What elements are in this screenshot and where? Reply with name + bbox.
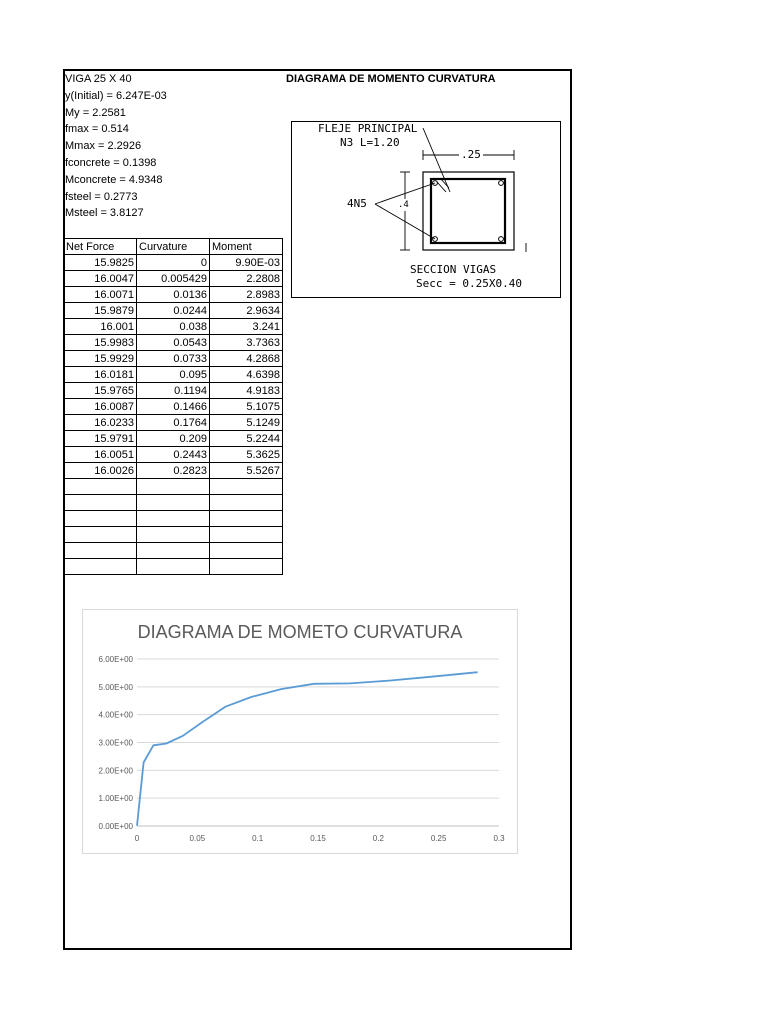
cell-moment: 3.7363 bbox=[210, 335, 283, 351]
prop-fmax: fmax = 0.514 bbox=[65, 123, 129, 136]
cell-moment bbox=[210, 511, 283, 527]
cell-net-force: 16.0051 bbox=[64, 447, 137, 463]
table-row bbox=[64, 399, 283, 415]
y-tick-label: 3.00E+00 bbox=[98, 738, 133, 748]
table-row bbox=[64, 495, 283, 511]
table-row bbox=[64, 383, 283, 399]
cell-curvature: 0.0244 bbox=[137, 303, 210, 319]
cell-moment: 5.1249 bbox=[210, 415, 283, 431]
header-moment: Moment bbox=[210, 239, 283, 255]
table-row bbox=[64, 463, 283, 479]
cell-moment: 9.90E-03 bbox=[210, 255, 283, 271]
prop-fconcrete: fconcrete = 0.1398 bbox=[65, 156, 157, 169]
width-label: .25 bbox=[461, 148, 481, 161]
cell-moment: 5.2244 bbox=[210, 431, 283, 447]
cell-curvature: 0.0136 bbox=[137, 287, 210, 303]
section-outline bbox=[423, 172, 514, 250]
stirrup-shape bbox=[431, 179, 505, 243]
table-row bbox=[64, 303, 283, 319]
y-tick-label: 2.00E+00 bbox=[98, 766, 133, 776]
cell-curvature: 0.1194 bbox=[137, 383, 210, 399]
data-table bbox=[63, 238, 283, 575]
y-tick-label: 4.00E+00 bbox=[98, 710, 133, 720]
cell-curvature: 0.209 bbox=[137, 431, 210, 447]
cell-net-force: 16.0071 bbox=[64, 287, 137, 303]
x-tick-label: 0.3 bbox=[493, 834, 505, 843]
cell-curvature bbox=[137, 527, 210, 543]
cell-moment: 2.2808 bbox=[210, 271, 283, 287]
cell-curvature: 0.1466 bbox=[137, 399, 210, 415]
table-row bbox=[64, 287, 283, 303]
series-line bbox=[137, 672, 478, 826]
cell-net-force: 16.0026 bbox=[64, 463, 137, 479]
stirrup-spec-label: N3 L=1.20 bbox=[340, 136, 400, 149]
cell-curvature: 0 bbox=[137, 255, 210, 271]
cell-moment: 2.8983 bbox=[210, 287, 283, 303]
cell-net-force: 16.001 bbox=[64, 319, 137, 335]
cell-moment: 4.6398 bbox=[210, 367, 283, 383]
cell-moment: 4.2868 bbox=[210, 351, 283, 367]
table-row bbox=[64, 431, 283, 447]
cell-net-force: 16.0087 bbox=[64, 399, 137, 415]
cell-curvature bbox=[137, 479, 210, 495]
cell-curvature: 0.005429 bbox=[137, 271, 210, 287]
y-tick-label: 6.00E+00 bbox=[98, 655, 133, 664]
table-row bbox=[64, 319, 283, 335]
cell-moment bbox=[210, 495, 283, 511]
x-tick-label: 0.05 bbox=[189, 834, 206, 843]
cell-curvature: 0.1764 bbox=[137, 415, 210, 431]
stirrup-label: FLEJE PRINCIPAL bbox=[318, 122, 418, 135]
height-label: .4 bbox=[398, 200, 409, 210]
moment-curvature-chart bbox=[83, 610, 517, 853]
cell-net-force: 15.9983 bbox=[64, 335, 137, 351]
table-row bbox=[64, 543, 283, 559]
cell-moment: 2.9634 bbox=[210, 303, 283, 319]
cell-curvature bbox=[137, 543, 210, 559]
rebar-top-right bbox=[499, 181, 504, 186]
header-curvature: Curvature bbox=[137, 239, 210, 255]
beam-section-drawing bbox=[291, 121, 561, 298]
cell-moment: 5.1075 bbox=[210, 399, 283, 415]
cell-curvature: 0.0543 bbox=[137, 335, 210, 351]
prop-msteel: Msteel = 3.8127 bbox=[65, 207, 144, 220]
table-row bbox=[64, 511, 283, 527]
cell-moment: 3.241 bbox=[210, 319, 283, 335]
rebar-bottom-right bbox=[499, 237, 504, 242]
chart-container bbox=[82, 609, 518, 854]
cell-curvature: 0.095 bbox=[137, 367, 210, 383]
prop-y-initial: y(Initial) = 6.247E-03 bbox=[65, 89, 167, 102]
cell-moment bbox=[210, 559, 283, 575]
cell-net-force: 16.0047 bbox=[64, 271, 137, 287]
cell-net-force: 15.9791 bbox=[64, 431, 137, 447]
table-row bbox=[64, 559, 283, 575]
table-row bbox=[64, 447, 283, 463]
table-row bbox=[64, 527, 283, 543]
cell-net-force: 15.9765 bbox=[64, 383, 137, 399]
cell-moment bbox=[210, 543, 283, 559]
properties-block bbox=[65, 71, 295, 222]
stirrup-leader bbox=[423, 128, 450, 192]
y-tick-label: 1.00E+00 bbox=[98, 794, 133, 804]
prop-my: My = 2.2581 bbox=[65, 106, 126, 119]
table-row bbox=[64, 415, 283, 431]
x-tick-label: 0.25 bbox=[430, 834, 447, 843]
prop-beam: VIGA 25 X 40 bbox=[65, 73, 132, 85]
cell-curvature: 0.2443 bbox=[137, 447, 210, 463]
cell-net-force: 15.9825 bbox=[64, 255, 137, 271]
section-spec-label: Secc = 0.25X0.40 bbox=[416, 277, 522, 290]
cell-curvature bbox=[137, 559, 210, 575]
x-tick-label: 0.1 bbox=[252, 834, 264, 843]
y-tick-label: 0.00E+00 bbox=[98, 822, 133, 831]
cell-net-force bbox=[64, 495, 137, 511]
prop-mmax: Mmax = 2.2926 bbox=[65, 140, 142, 153]
chart-title: DIAGRAMA DE MOMETO CURVATURA bbox=[137, 622, 463, 642]
prop-fsteel: fsteel = 0.2773 bbox=[65, 190, 138, 203]
cell-net-force bbox=[64, 479, 137, 495]
table-row bbox=[64, 367, 283, 383]
cell-moment: 5.5267 bbox=[210, 463, 283, 479]
x-tick-label: 0 bbox=[134, 834, 140, 843]
cell-curvature: 0.0733 bbox=[137, 351, 210, 367]
cell-net-force bbox=[64, 559, 137, 575]
cell-curvature bbox=[137, 495, 210, 511]
table-header-row bbox=[64, 239, 283, 255]
cell-net-force bbox=[64, 511, 137, 527]
y-tick-label: 5.00E+00 bbox=[98, 682, 133, 692]
cell-net-force bbox=[64, 543, 137, 559]
section-label: SECCION VIGAS bbox=[410, 263, 497, 276]
cell-curvature: 0.2823 bbox=[137, 463, 210, 479]
cell-curvature bbox=[137, 511, 210, 527]
table-row bbox=[64, 255, 283, 271]
cell-net-force bbox=[64, 527, 137, 543]
document-title: DIAGRAMA DE MOMENTO CURVATURA bbox=[286, 73, 496, 85]
cell-moment: 4.9183 bbox=[210, 383, 283, 399]
table-row bbox=[64, 271, 283, 287]
cell-net-force: 15.9929 bbox=[64, 351, 137, 367]
prop-mconcrete: Mconcrete = 4.9348 bbox=[65, 173, 163, 186]
rebar-label: 4N5 bbox=[347, 197, 367, 210]
table-row bbox=[64, 335, 283, 351]
header-net-force: Net Force bbox=[64, 239, 137, 255]
cell-moment: 5.3625 bbox=[210, 447, 283, 463]
cell-net-force: 16.0181 bbox=[64, 367, 137, 383]
x-tick-label: 0.15 bbox=[310, 834, 326, 843]
cell-curvature: 0.038 bbox=[137, 319, 210, 335]
table-row bbox=[64, 351, 283, 367]
cell-moment bbox=[210, 527, 283, 543]
cell-net-force: 16.0233 bbox=[64, 415, 137, 431]
table-row bbox=[64, 479, 283, 495]
x-tick-label: 0.2 bbox=[372, 834, 384, 843]
cell-moment bbox=[210, 479, 283, 495]
cell-net-force: 15.9879 bbox=[64, 303, 137, 319]
